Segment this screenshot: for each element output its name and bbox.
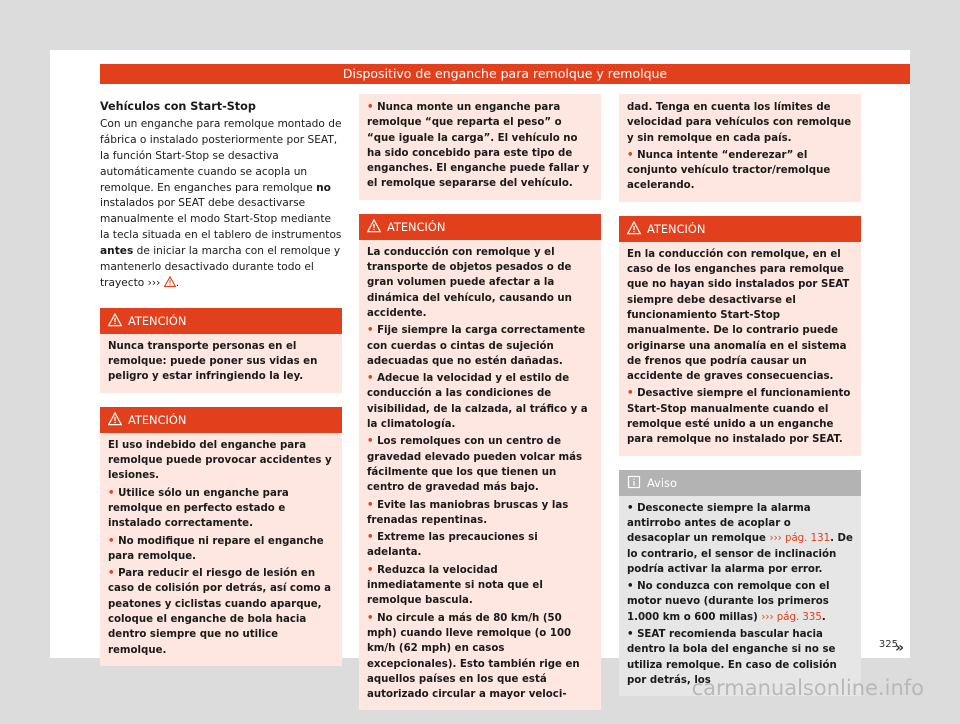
list-item: • Nunca intente “enderezar” el conjunto vehículo tractor/remolque acelerando. <box>627 149 831 192</box>
warning-box-3: ATENCIÓN La conducción con remolque y el transporte de objetos pesados o de gran volumen puede afectar a la dinámica del vehículo, causando un accidente. • Fije siempre la carga correctamente con cuerdas o cintas de sujeción adecuadas que no estén dañadas. • Adecue la velocidad y el estilo de conducción a las condiciones de visibilidad, de la calzada, al tráfico y a la climatología. • Los remolques con un centro de gravedad elevado pueden volcar más fácilmente que los que tienen un centro de gravedad más bajo. • Evite las maniobras bruscas y las frenadas repentinas. • Extreme las precauciones si adelanta. • Reduzca la velocidad inmediatamente si nota que el remolque bascula. • No circule a más de 80 km/h (50 mph) cuando lleve remolque (o 100 km/h (62 mph) en casos excepcionales). Esto también rige en aquellos países en los que está autorizado circular a mayor veloci- <box>359 214 601 711</box>
page-number: 325 <box>878 639 898 650</box>
list-item: • Utilice sólo un enganche para remolque en perfecto estado e instalado correctamente. <box>108 487 289 530</box>
warning-box-2: ATENCIÓN El uso indebido del enganche para remolque puede provocar accidentes y lesiones. • Utilice sólo un enganche para remolque en perfecto estado e instalado correctamente. • No modifique ni repare el enganche para remolque. • Para reducir el riesgo de lesión en caso de colisión por detrás, así como a peatones y ciclistas cuando aparque, coloque el enganche de bola hacia dentro siempre que no utilice remolque. <box>100 407 342 666</box>
column-3 <box>619 94 861 710</box>
cross-ref-arrows: ››› <box>147 276 161 289</box>
list-item: • Reduzca la velocidad inmediatamente si nota que el remolque bascula. <box>367 564 543 607</box>
continue-mark: » <box>895 640 905 656</box>
warning-box-title: ATENCIÓN <box>128 412 187 427</box>
list-item: • Los remolques con un centro de gravedad elevado pueden volcar más fácilmente que los que tienen un centro de gravedad más bajo. <box>367 436 583 494</box>
list-item: • No conduzca con remolque con el motor nuevo (durante los primeros 1.000 km o 600 millas) ››› pág. 335. <box>627 581 830 623</box>
list-item: • Desconecte siempre la alarma antirrobo antes de acoplar o desacoplar un remolque ››› pág. 131. De lo contrario, el sensor de inclinación podría activar la alarma por error. <box>627 502 853 575</box>
list-item: • SEAT recomienda bascular hacia dentro la bola del enganche si no se utiliza remolque. En caso de colisión por detrás, los <box>627 629 837 686</box>
warning-box-1: ATENCIÓN Nunca transporte personas en el remolque: puede poner sus vidas en peligro y estar infringiendo la ley. <box>100 308 342 393</box>
list-item: • Evite las maniobras bruscas y las frenadas repentinas. <box>367 499 569 526</box>
warning-box-continued <box>359 94 601 200</box>
warning-icon <box>164 276 176 287</box>
warning-box-title: ATENCIÓN <box>647 221 706 236</box>
warning-icon <box>367 219 381 233</box>
warning-icon <box>108 412 122 426</box>
warning-box-title: ATENCIÓN <box>128 313 187 328</box>
column-2 <box>359 94 601 724</box>
warning-icon <box>108 313 122 327</box>
list-item: • Fije siempre la carga correctamente con cuerdas o cintas de sujeción adecuadas que no estén dañadas. <box>367 325 586 367</box>
note-box-title: Aviso <box>647 475 677 490</box>
info-icon <box>627 475 641 489</box>
note-box <box>619 470 861 697</box>
page-link[interactable]: ››› pág. 335 <box>761 611 822 623</box>
watermark: carmanualsonline.info <box>691 676 924 700</box>
list-item: • Adecue la velocidad y el estilo de conducción a las condiciones de visibilidad, de la calzada, al tráfico y a la climatología. <box>367 373 588 431</box>
subsection-title: Vehículos con Start-Stop <box>100 100 256 113</box>
page-link[interactable]: ››› pág. 131 <box>769 533 831 545</box>
list-item: • Extreme las precauciones si adelanta. <box>367 532 538 559</box>
list-item: • No circule a más de 80 km/h (50 mph) cuando lleve remolque (o 100 km/h (62 mph) en casos excepcionales). Esto también rige en aquellos países en los que está autorizado circular a mayor veloci- <box>367 612 580 701</box>
list-item: • Nunca monte un enganche para remolque “que reparta el peso” o “que iguale la carga”. El vehículo no ha sido concebido para este tipo de enganches. El enganche puede fallar y el remolque separarse del vehículo. <box>367 102 590 190</box>
list-item: • Desactive siempre el funcionamiento Start-Stop manualmente cuando el remolque esté unido a un enganche para remolque no instalado por SEAT. <box>627 388 851 446</box>
list-item: • No modifique ni repare el enganche para remolque. <box>108 535 324 562</box>
warning-box-continued: dad. Tenga en cuenta los límites de velocidad para vehículos con remolque y sin remolque en cada país. • Nunca intente “enderezar” el conjunto vehículo tractor/remolque acelerando. <box>619 94 861 202</box>
warning-icon <box>627 221 641 235</box>
warning-box-4: ATENCIÓN En la conducción con remolque, en el caso de los enganches para remolque que no hayan sido instalados por SEAT siempre debe desactivarse el funcionamiento Start-Stop manualmente. De lo contrario puede originarse una anomalía en el sistema de frenos que podría causar un accidente de graves consecuencias. • Desactive siempre el funcionamiento Start-Stop manualmente cuando el remolque esté unido a un enganche para remolque no instalado por SEAT. <box>619 216 861 456</box>
list-item: • Para reducir el riesgo de lesión en caso de colisión por detrás, así como a peatones y ciclistas cuando aparque, coloque el enganche de bola hacia dentro siempre que no utilice remolque. <box>108 568 332 656</box>
warning-box-title: ATENCIÓN <box>387 219 446 234</box>
section-header: Dispositivo de enganche para remolque y remolque <box>100 64 910 84</box>
start-stop-paragraph: Con un enganche para remolque montado de fábrica o instalado posteriormente por SEAT, la función Start-Stop se desactiva automáticamente cuando se acopla un remolque. En enganches para remolque no instalados por SEAT debe desactivarse manualmente el modo Start-Stop mediante la tecla situada en el tablero de instrumentos antes de iniciar la marcha con el remolque y mantenerlo desactivado durante todo el trayecto ››› . <box>100 117 342 289</box>
column-1 <box>100 94 342 680</box>
